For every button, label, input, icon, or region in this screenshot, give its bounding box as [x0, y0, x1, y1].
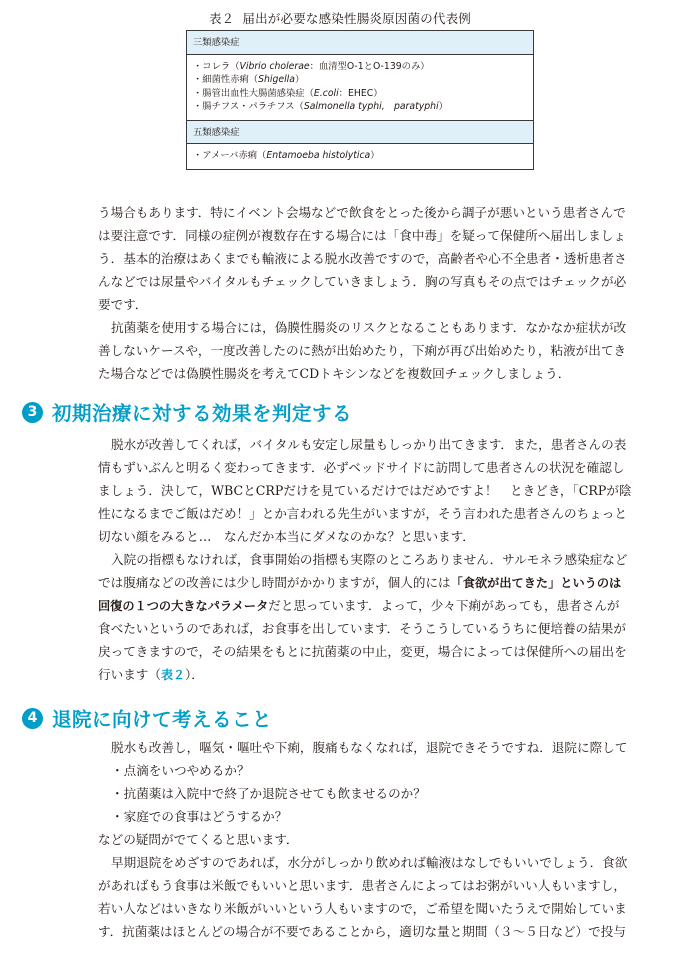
- section-number-badge: 3: [22, 402, 43, 423]
- table-row-text: ）: [438, 101, 448, 112]
- table-row-text: ：血清型O-1とO-139のみ）: [309, 60, 430, 72]
- text-span: だと思っています．よって，少々下痢があっても，患者さんが: [268, 598, 620, 613]
- section-heading-3: [22, 397, 352, 427]
- paragraph-block-3: [98, 433, 668, 686]
- list-item: ・抗菌薬は入院中で終了か退院させても飲ませるのか？: [111, 786, 426, 801]
- text-line: た場合などでは偽膜性腸炎を考えてCDトキシンなどを複数回チェックしましょう．: [98, 366, 571, 381]
- table-row-text: ・腸管出血性大腸菌感染症（: [193, 87, 314, 99]
- section-heading-4: [22, 703, 272, 733]
- table-row-latin: Salmonella typhi, paratyphi: [303, 101, 439, 112]
- text-line: 善しないケースや，一度改善したのに熱が出始めたり，下痢が再び出始めたり，粘液が出てき: [98, 343, 627, 358]
- text-line: [98, 571, 668, 594]
- table-row-text: ・腸チフス・パラチフス（: [193, 101, 304, 112]
- text-span: ）．: [184, 667, 204, 682]
- text-line: 性になるまでご飯はだめ！」とか言われる先生がいますが，そう言われた患者さんのちょっと: [98, 506, 627, 521]
- text-line: 脱水が改善してくれば，バイタルも安定し尿量もしっかり出てきます．また，患者さんの表: [111, 437, 627, 452]
- list-item: ・点滴をいつやめるか？: [111, 763, 250, 778]
- table-row-text: ・アメーバ赤痢（: [193, 150, 267, 161]
- table-row-text: ・コレラ（: [193, 60, 240, 72]
- text-line: んなどでは尿量やバイタルもチェックしていきましょう．胸の写真もその点ではチェックが必: [98, 274, 627, 289]
- paragraph-block-1: [98, 201, 668, 385]
- section-title: 退院に向けて考えること: [52, 708, 273, 731]
- text-line: などの疑問がでてくると思います．: [98, 832, 299, 847]
- table-group-body: [187, 144, 533, 169]
- text-line: ましょう．決して，WBCとCRPだけを見ているだけではだめですよ！ ときどき，「CRPが陰: [98, 483, 632, 498]
- table-row-latin: Entamoeba histolytica: [266, 150, 371, 161]
- table-row: [193, 87, 527, 101]
- text-line: [98, 663, 668, 686]
- table-row: [193, 100, 527, 114]
- text-line: 入院の指標もなければ，食事開始の指標も実際のところありません．サルモネラ感染症など: [111, 552, 628, 567]
- emphasis-text: 回復の１つの大きなパラメータ: [98, 599, 269, 613]
- table-row-latin: Shigella: [258, 74, 295, 85]
- table-group-heading: 三類感染症: [187, 31, 533, 55]
- table-row-text: ）: [370, 150, 380, 161]
- text-line: う場合もあります．特にイベント会場などで飲食をとった後から調子が悪いという患者さんで: [98, 205, 626, 220]
- emphasis-text: 「食欲が出てきた」というのは: [450, 576, 622, 590]
- text-span: では腹痛などの改善には少し時間がかかりますが，個人的には: [98, 575, 451, 590]
- text-line: 要です．: [98, 297, 148, 312]
- text-line: 早期退院をめざすのであれば，水分がしっかり飲めれば輸液はなしでもいいでしょう．食欲: [111, 855, 628, 870]
- paragraph-block-4: [98, 736, 668, 943]
- text-line: があればもう食事は米飯でもいいと思います．患者さんによってはお粥がいい人もいますし，: [98, 878, 626, 893]
- text-line: 食べたいというのであれば，お食事を出しています．そうこうしているうちに便培養の結果が: [98, 621, 626, 636]
- table-caption-title: 届出が必要な感染性腸炎原因菌の代表例: [242, 11, 471, 26]
- section-number-badge: 4: [22, 708, 43, 729]
- text-line: 脱水も改善し，嘔気・嘔吐や下痢，腹痛もなくなれば，退院できそうですね．退院に際して: [111, 740, 628, 755]
- table-row-latin: E.coli: [313, 87, 339, 99]
- text-line: は要注意です．同様の症例が複数存在する場合には「食中毒」を疑って保健所へ届出しましょ: [98, 228, 626, 243]
- text-span: 行います（: [98, 667, 161, 682]
- table-group-heading: 五類感染症: [187, 121, 533, 145]
- text-line: 情もずいぶんと明るく変わってきます．必ずベッドサイドに訪問して患者さんの状況を確認し: [98, 460, 625, 475]
- text-line: う．基本的治療はあくまでも輸液による脱水改善ですので，高齢者や心不全患者・透析患者さ: [98, 251, 627, 266]
- text-line: 抗菌薬を使用する場合には，偽膜性腸炎のリスクとなることもあります．なかなか症状が改: [111, 320, 627, 335]
- table-row-latin: Vibrio cholerae: [239, 60, 310, 72]
- table-row-text: ・細菌性赤痢（: [193, 74, 259, 85]
- text-line: 戻ってきますので，その結果をもとに抗菌薬の中止，変更，場合によっては保健所への届出を: [98, 644, 627, 659]
- list-item: ・家庭での食事はどうするか？: [111, 809, 288, 824]
- pathogen-table: [186, 30, 534, 170]
- text-line: す．抗菌薬はほとんどの場合が不要であることから，適切な量と期間（３～５日など）で投与: [98, 924, 626, 939]
- table-group-body: [187, 55, 533, 121]
- text-line: 若い人などはいきなり米飯がいいという人もいますので，ご希望を聞いたうえで開始していま: [98, 901, 627, 916]
- table-caption-number: 表２: [208, 11, 235, 26]
- text-line: [98, 594, 668, 617]
- table-caption: [0, 9, 680, 27]
- text-line: 切ない顔をみると… なんだか本当にダメなのかな？と思います．: [98, 529, 475, 544]
- table-row: [193, 60, 527, 74]
- table-row: [193, 73, 527, 87]
- table-reference-link[interactable]: 表２: [160, 668, 185, 682]
- table-row: [193, 149, 527, 163]
- section-title: 初期治療に対する効果を判定する: [52, 402, 353, 425]
- table-row-text: ：EHEC）: [338, 87, 383, 99]
- table-row-text: ）: [294, 74, 305, 85]
